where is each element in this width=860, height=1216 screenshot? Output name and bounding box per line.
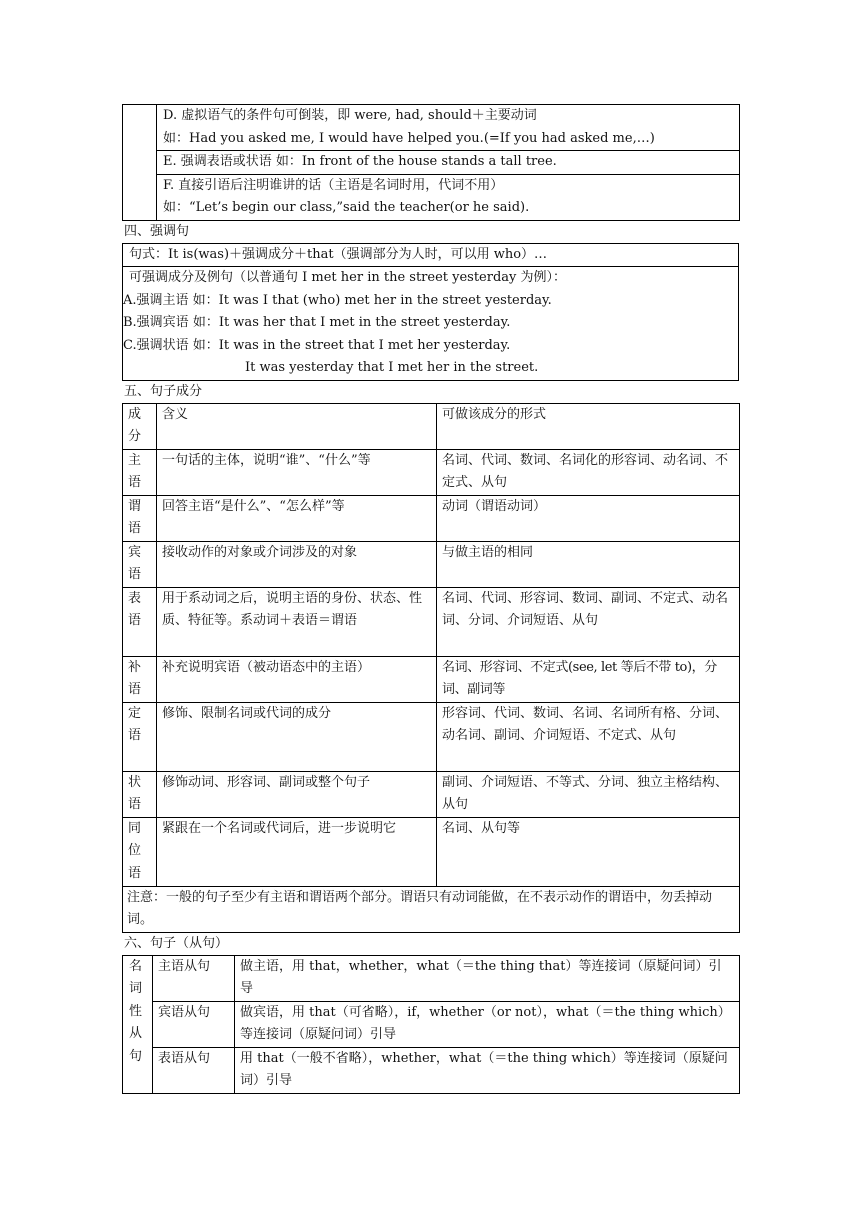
section-heading: 五、句子成分 xyxy=(124,383,203,399)
header-forms: 可做该成分的形式 xyxy=(437,403,740,449)
noun-clause-group: 名词性从句 xyxy=(123,955,153,1093)
table-row xyxy=(123,174,740,220)
table-row xyxy=(123,105,740,151)
component-name: 表语 xyxy=(123,587,157,656)
component-name: 同位语 xyxy=(123,817,157,886)
emphasis-example: A.强调主语 如：It was I that (who) met her in the street yesterday. xyxy=(123,292,552,308)
item-line: 如：“Let’s begin our class,”said the teacher(or he said). xyxy=(163,200,530,215)
emphasis-example: B.强调宾语 如：It was her that I met in the street yesterday. xyxy=(123,315,511,330)
component-name: 定语 xyxy=(123,702,157,771)
clause-type: 表语从句 xyxy=(153,1047,235,1093)
component-forms: 名词、代词、形容词、数词、副词、不定式、动名词、分词、介词短语、从句 xyxy=(437,587,740,656)
item-line: 如：Had you asked me, I would have helped you.(=If you had asked me,…) xyxy=(163,130,655,146)
item-line: D. 虚拟语气的条件句可倒装，即 were, had, should＋主要动词 xyxy=(163,108,537,123)
table-row xyxy=(123,771,740,817)
component-name: 宾语 xyxy=(123,541,157,587)
component-forms: 副词、介词短语、不等式、分词、独立主格结构、从句 xyxy=(437,771,740,817)
inversion-item-e xyxy=(157,151,740,175)
table-row xyxy=(123,1001,740,1047)
section-heading: 四、强调句 xyxy=(124,223,190,239)
emphasis-example: C.强调状语 如：It was in the street that I met her yesterday. xyxy=(123,337,511,353)
emphasis-examples xyxy=(123,267,739,381)
component-meaning: 一句话的主体，说明“谁”、“什么”等 xyxy=(157,449,437,495)
inversion-item-d xyxy=(157,105,740,151)
component-forms: 名词、从句等 xyxy=(437,817,740,886)
component-meaning: 接收动作的对象或介词涉及的对象 xyxy=(157,541,437,587)
table-row xyxy=(123,243,739,267)
table-row xyxy=(123,656,740,702)
component-meaning: 修饰动词、形容词、副词或整个句子 xyxy=(157,771,437,817)
component-name: 状语 xyxy=(123,771,157,817)
component-forms: 动词（谓语动词） xyxy=(437,495,740,541)
table-row xyxy=(123,955,740,1001)
item-line: E. 强调表语或状语 如：In front of the house stands a tall tree. xyxy=(163,154,557,169)
component-forms: 名词、形容词、不定式(see, let 等后不带 to)，分词、副词等 xyxy=(437,656,740,702)
clause-desc: 用 that（一般不省略），whether，what（＝the thing which）等连接词（原疑问词）引导 xyxy=(235,1047,740,1093)
component-forms: 名词、代词、数词、名词化的形容词、动名词、不定式、从句 xyxy=(437,449,740,495)
header-meaning: 含义 xyxy=(157,403,437,449)
emphasis-table xyxy=(122,243,739,381)
table-row xyxy=(123,449,740,495)
component-meaning: 回答主语“是什么”、“怎么样”等 xyxy=(157,495,437,541)
clause-desc: 做主语，用 that，whether，what（＝the thing that）等连接词（原疑问词）引导 xyxy=(235,955,740,1001)
clause-type: 主语从句 xyxy=(153,955,235,1001)
table-row xyxy=(123,886,740,932)
component-name: 谓语 xyxy=(123,495,157,541)
emphasis-intro: 可强调成分及例句（以普通句 I met her in the street yesterday 为例）： xyxy=(129,270,567,285)
table-row xyxy=(123,267,739,381)
component-meaning: 修饰、限制名词或代词的成分 xyxy=(157,702,437,771)
noun-clause-table xyxy=(122,955,740,1094)
clause-type: 宾语从句 xyxy=(153,1001,235,1047)
left-spacer-cell xyxy=(123,105,157,221)
sentence-components-table xyxy=(122,403,740,933)
header-component: 成分 xyxy=(123,403,157,449)
component-meaning: 用于系动词之后，说明主语的身份、状态、性质、特征等。系动词＋表语＝谓语 xyxy=(157,587,437,656)
component-meaning: 补充说明宾语（被动语态中的主语） xyxy=(157,656,437,702)
component-name: 补语 xyxy=(123,656,157,702)
inversion-item-f xyxy=(157,174,740,220)
table-row xyxy=(123,151,740,175)
components-note: 注意：一般的句子至少有主语和谓语两个部分。谓语只有动词能做，在不表示动作的谓语中，勿丢掉动词。 xyxy=(123,886,740,932)
section-heading: 六、句子（从句） xyxy=(124,935,229,951)
component-name: 主语 xyxy=(123,449,157,495)
component-forms: 形容词、代词、数词、名词、名词所有格、分词、动名词、副词、介词短语、不定式、从句 xyxy=(437,702,740,771)
table-row xyxy=(123,1047,740,1093)
table-row xyxy=(123,541,740,587)
table-row xyxy=(123,817,740,886)
table-row xyxy=(123,587,740,656)
item-line: F. 直接引语后注明谁讲的话（主语是名词时用，代词不用） xyxy=(163,177,504,193)
table-row xyxy=(123,495,740,541)
table-row xyxy=(123,702,740,771)
emphasis-example: It was yesterday that I met her in the street. xyxy=(245,360,539,375)
clause-desc: 做宾语，用 that（可省略），if，whether（or not），what（＝the thing which）等连接词（原疑问词）引导 xyxy=(235,1001,740,1047)
component-forms: 与做主语的相同 xyxy=(437,541,740,587)
emphasis-pattern: 句式：It is(was)＋强调成分＋that（强调部分为人时，可以用 who）… xyxy=(123,243,739,267)
document-page xyxy=(122,104,739,1094)
component-meaning: 紧跟在一个名词或代词后，进一步说明它 xyxy=(157,817,437,886)
table-header-row xyxy=(123,403,740,449)
inversion-table xyxy=(122,104,740,221)
